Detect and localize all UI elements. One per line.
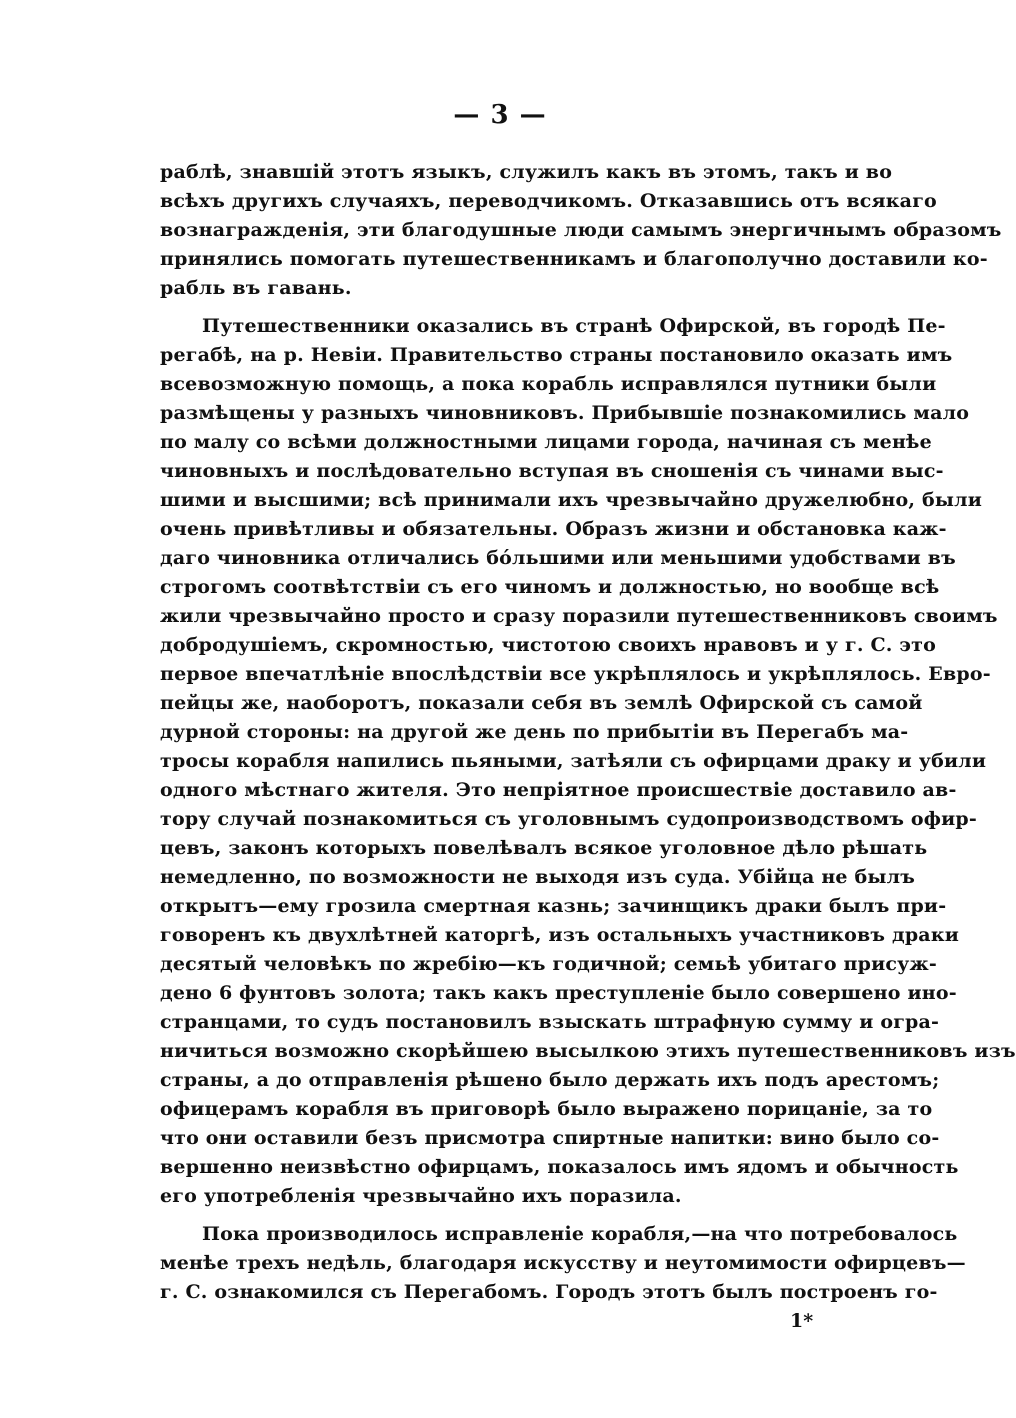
signature-mark: 1*: [790, 1310, 814, 1332]
text-line: регабѣ, на р. Невіи. Правительство страны постановило оказать имъ: [160, 344, 953, 366]
paragraph-gap: [160, 1211, 886, 1220]
text-line: принялись помогать путешественникамъ и благополучно доставили ко-: [160, 248, 988, 270]
text-line: его употребленія чрезвычайно ихъ поразила.: [160, 1185, 682, 1207]
text-line: г. С. ознакомился съ Перегабомъ. Городъ этотъ былъ построенъ го-: [160, 1281, 938, 1303]
body-text: [160, 158, 1016, 1307]
text-line: вознагражденія, эти благодушные люди самымъ энергичнымъ образомъ: [160, 219, 1002, 241]
text-line: тросы корабля напились пьяными, затѣяли съ офирцами драку и убили: [160, 750, 987, 772]
text-line: одного мѣстнаго жителя. Это непріятное происшествіе доставило ав-: [160, 779, 957, 801]
text-line: всѣхъ другихъ случаяхъ, переводчикомъ. Отказавшись отъ всякаго: [160, 190, 937, 212]
text-line: говоренъ къ двухлѣтней каторгѣ, изъ остальныхъ участниковъ драки: [160, 924, 960, 946]
text-line: вершенно неизвѣстно офирцамъ, показалось имъ ядомъ и обычность: [160, 1156, 959, 1178]
text-line: по малу со всѣми должностными лицами города, начиная съ менѣе: [160, 431, 932, 453]
text-line: ничиться возможно скорѣйшею высылкою этихъ путешественниковъ изъ: [160, 1040, 1016, 1062]
text-line: немедленно, по возможности не выходя изъ суда. Убійца не былъ: [160, 866, 916, 888]
text-line: цевъ, законъ которыхъ повелѣвалъ всякое уголовное дѣло рѣшать: [160, 837, 928, 859]
text-line: страны, а до отправленія рѣшено было держать ихъ подъ арестомъ;: [160, 1069, 940, 1091]
paragraph-1: [160, 158, 1002, 303]
page-number: — 3 —: [453, 100, 547, 130]
text-line: дено 6 фунтовъ золота; такъ какъ преступленіе было совершено ино-: [160, 982, 957, 1004]
text-line: десятый человѣкъ по жребію—къ годичной; семьѣ убитаго присуж-: [160, 953, 937, 975]
text-line: очень привѣтливы и обязательны. Образъ жизни и обстановка каж-: [160, 518, 947, 540]
text-line: пейцы же, наоборотъ, показали себя въ землѣ Офирской съ самой: [160, 692, 923, 714]
text-line: менѣе трехъ недѣль, благодаря искусству и неутомимости офирцевъ—: [160, 1252, 966, 1274]
text-line: жили чрезвычайно просто и сразу поразили путешественниковъ своимъ: [160, 605, 998, 627]
text-line: первое впечатлѣніе впослѣдствіи все укрѣплялось и укрѣплялось. Евро-: [160, 663, 991, 685]
text-line: даго чиновника отличались бóльшими или меньшими удобствами въ: [160, 547, 956, 569]
text-line: чиновныхъ и послѣдовательно вступая въ сношенія съ чинами выс-: [160, 460, 944, 482]
text-line: что они оставили безъ присмотра спиртные напитки: вино было со-: [160, 1127, 940, 1149]
text-line: строгомъ соотвѣтствіи съ его чиномъ и должностью, но вообще всѣ: [160, 576, 940, 598]
text-line: странцами, то судъ постановилъ взыскать штрафную сумму и огра-: [160, 1011, 940, 1033]
text-line: всевозможную помощь, а пока корабль исправлялся путники были: [160, 373, 937, 395]
paragraph-2: [160, 312, 1016, 1211]
text-line: размѣщены у разныхъ чиновниковъ. Прибывшіе познакомились мало: [160, 402, 970, 424]
paragraph-gap: [160, 303, 886, 312]
text-line: дурной стороны: на другой же день по прибытіи въ Перегабъ ма-: [160, 721, 909, 743]
text-line: тору случай познакомиться съ уголовнымъ судопроизводствомъ офир-: [160, 808, 977, 830]
text-line: Путешественники оказались въ странѣ Офирской, въ городѣ Пе-: [202, 315, 946, 337]
text-line: офицерамъ корабля въ приговорѣ было выражено порицаніе, за то: [160, 1098, 933, 1120]
text-line: Пока производилось исправленіе корабля,—на что потребовалось: [202, 1223, 958, 1245]
text-line: добродушіемъ, скромностью, чистотою своихъ нравовъ и у г. С. это: [160, 634, 937, 656]
text-line: раблѣ, знавшій этотъ языкъ, служилъ какъ въ этомъ, такъ и во: [160, 161, 893, 183]
text-line: открытъ—ему грозила смертная казнь; зачинщикъ драки былъ при-: [160, 895, 947, 917]
text-line: шими и высшими; всѣ принимали ихъ чрезвычайно дружелюбно, были: [160, 489, 983, 511]
text-line: рабль въ гавань.: [160, 277, 352, 299]
paragraph-3: [160, 1220, 966, 1307]
